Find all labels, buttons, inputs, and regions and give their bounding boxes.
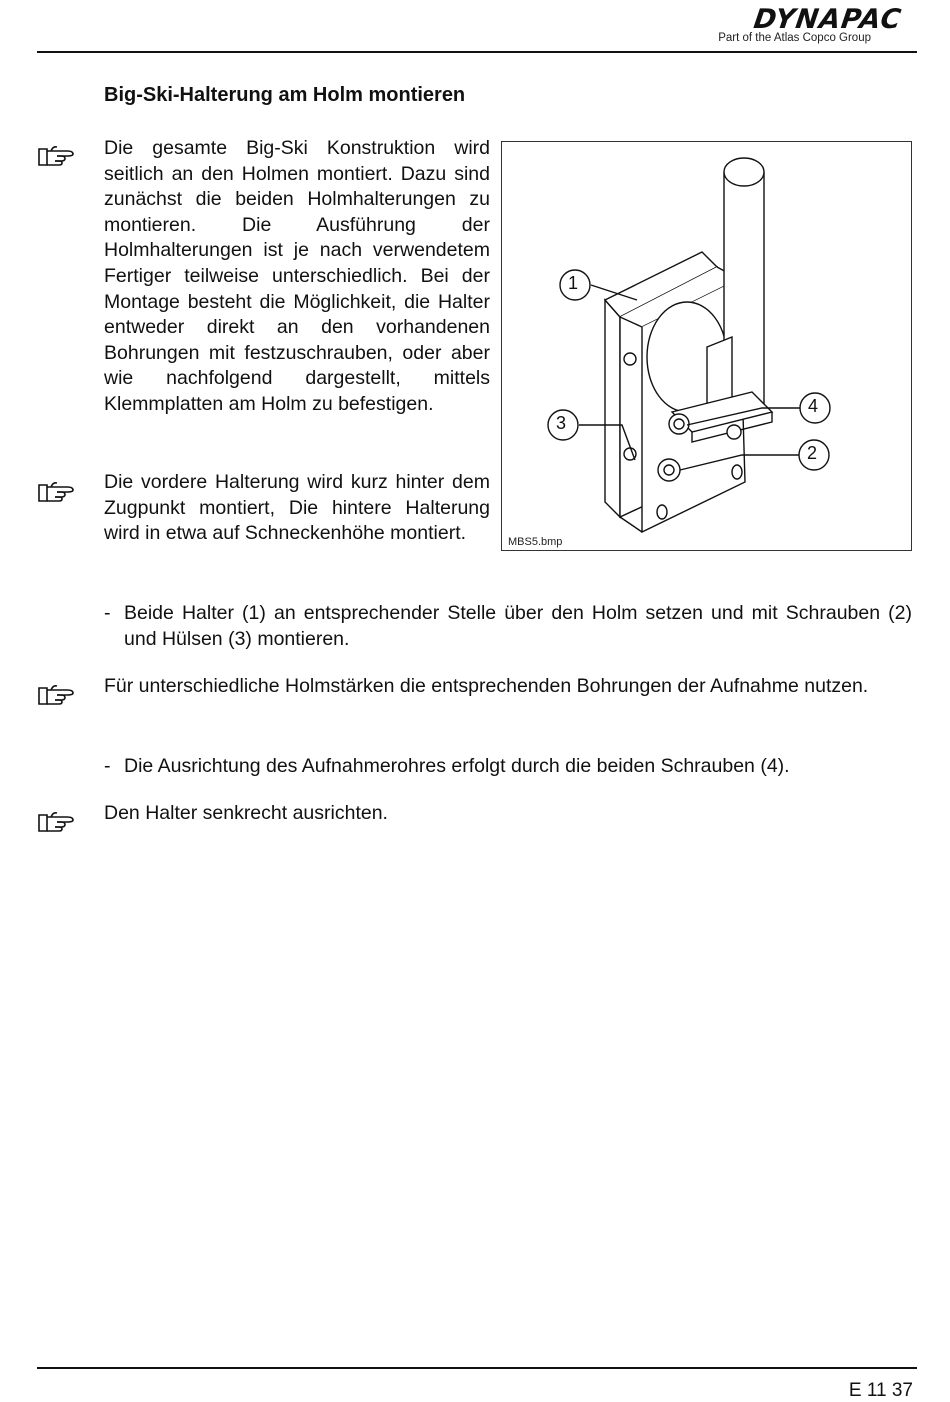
bracket-illustration <box>502 142 911 550</box>
step-item <box>104 601 912 653</box>
step-dash: - <box>104 755 111 777</box>
pointing-hand-icon <box>37 479 77 503</box>
mounting-figure <box>501 141 912 551</box>
paragraph-position: Die vordere Halterung wird kurz hinter dem Zugpunkt montiert, Die hintere Halterung wird in etwa auf Schneckenhöhe montiert. <box>104 471 490 545</box>
logo-wordmark: DYNAPAC <box>752 4 905 35</box>
section-heading: Big-Ski-Halterung am Holm montieren <box>104 84 466 106</box>
paragraph-intro: Die gesamte Big-Ski Konstruktion wird seitlich an den Holmen montiert. Dazu sind zunächst die beiden Holmhalterungen zu montieren. Die Ausführung der Holmhalterungen ist je nach verwendetem Fertiger teilweise unterschiedlich. Bei der Montage besteht die Möglichkeit, die Halter entweder direkt an den vorhandenen Bohrungen mit festzuschrauben, oder aber wie nachfolgend dargestellt, mittels Klemmplatten am Holm zu befestigen. <box>104 137 490 415</box>
callout-1: 1 <box>568 273 579 293</box>
callout-2: 2 <box>807 443 818 463</box>
step-item <box>104 754 912 780</box>
step-text: Beide Halter (1) an entsprechender Stelle über den Holm setzen und mit Schrauben (2) und Hülsen (3) montieren. <box>124 602 912 650</box>
figure-caption: MBS5.bmp <box>508 536 563 548</box>
dynapac-logo <box>672 4 905 46</box>
step-text: Die Ausrichtung des Aufnahmerohres erfolgt durch die beiden Schrauben (4). <box>124 755 790 777</box>
pointing-hand-icon <box>37 682 77 706</box>
page-number: E 11 37 <box>848 1380 913 1401</box>
footer-rule <box>37 1367 917 1369</box>
pointing-hand-icon <box>37 143 77 167</box>
callout-4: 4 <box>808 396 819 416</box>
paragraph-thickness: Für unterschiedliche Holmstärken die entsprechenden Bohrungen der Aufnahme nutzen. <box>104 675 869 697</box>
paragraph-align: Den Halter senkrecht ausrichten. <box>104 802 388 824</box>
step-dash: - <box>104 602 111 624</box>
pointing-hand-icon <box>37 809 77 833</box>
logo-tagline: Part of the Atlas Copco Group <box>718 32 871 44</box>
header-rule <box>37 51 917 53</box>
callout-3: 3 <box>556 413 567 433</box>
